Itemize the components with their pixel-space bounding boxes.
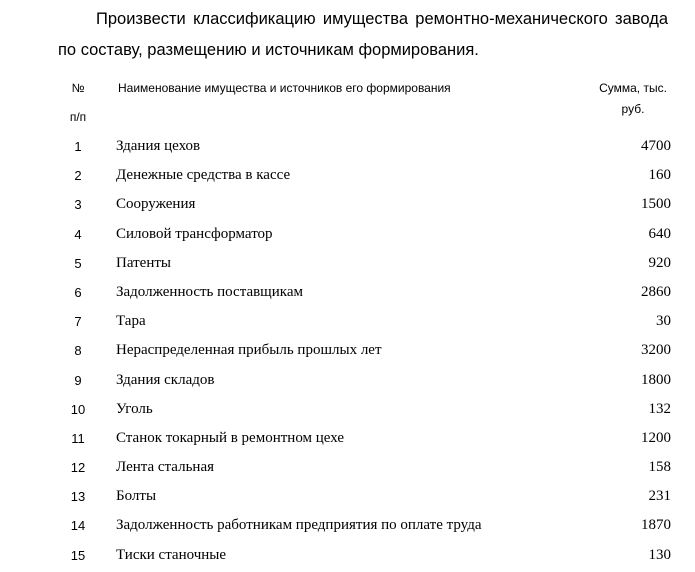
row-number: 11 xyxy=(71,430,85,446)
row-name: Сооружения xyxy=(116,196,196,213)
header-number xyxy=(60,78,96,128)
table-row xyxy=(0,368,695,397)
row-sum: 2860 xyxy=(641,283,671,300)
table-row xyxy=(0,484,695,513)
row-sum: 1870 xyxy=(641,517,671,534)
header-sum-line1: Сумма, тыс. xyxy=(599,81,667,95)
row-name: Патенты xyxy=(116,254,171,271)
property-table xyxy=(0,134,695,572)
row-sum: 158 xyxy=(648,459,671,476)
row-name: Задолженность работникам предприятия по оплате труда xyxy=(116,517,482,534)
row-number: 12 xyxy=(70,460,86,476)
row-name: Станок токарный в ремонтном цехе xyxy=(116,429,345,446)
row-sum: 640 xyxy=(648,225,671,242)
header-sum xyxy=(585,78,681,120)
row-sum: 4700 xyxy=(641,138,671,154)
row-name: Денежные средства в кассе xyxy=(116,167,291,184)
row-number: 1 xyxy=(74,139,82,154)
table-row xyxy=(0,222,695,251)
row-name: Нераспределенная прибыль прошлых лет xyxy=(116,342,382,359)
row-name: Тиски станочные xyxy=(116,546,227,563)
row-sum: 1500 xyxy=(641,196,671,213)
table-row xyxy=(0,543,695,572)
table-row xyxy=(0,397,695,426)
table-row xyxy=(0,513,695,542)
row-sum: 920 xyxy=(648,254,671,271)
header-sum-line2: руб. xyxy=(621,102,645,116)
row-name: Задолженность поставщикам xyxy=(116,283,303,300)
header-number-line2: п/п xyxy=(69,110,87,124)
table-row xyxy=(0,338,695,367)
table-row xyxy=(0,426,695,455)
row-number: 15 xyxy=(70,547,86,563)
table-row xyxy=(0,455,695,484)
row-sum: 30 xyxy=(656,313,671,330)
row-number: 4 xyxy=(74,226,82,242)
table-row xyxy=(0,192,695,221)
row-number: 5 xyxy=(74,255,82,271)
row-number: 3 xyxy=(74,197,82,213)
row-name: Болты xyxy=(116,488,157,505)
row-number: 7 xyxy=(74,314,82,330)
row-number: 13 xyxy=(70,489,86,505)
row-sum: 160 xyxy=(648,167,671,184)
row-name: Лента стальная xyxy=(116,459,214,476)
row-name: Силовой трансформатор xyxy=(116,225,273,242)
header-name: Наименование имущества и источников его формирования xyxy=(118,81,451,95)
row-number: 14 xyxy=(70,518,86,534)
header-number-line1: № xyxy=(71,81,85,95)
row-number: 9 xyxy=(74,372,82,388)
row-sum: 1200 xyxy=(641,429,671,446)
table-row xyxy=(0,163,695,192)
table-row xyxy=(0,309,695,338)
task-statement: Произвести классификацию имущества ремонтно-механического завода по составу, размещению и источникам формирования. xyxy=(58,10,668,59)
row-sum: 130 xyxy=(648,546,671,563)
row-name: Тара xyxy=(116,313,146,330)
row-name: Здания складов xyxy=(116,371,215,388)
row-name: Уголь xyxy=(116,400,153,417)
row-number: 10 xyxy=(70,401,86,417)
row-sum: 3200 xyxy=(641,342,671,359)
table-row xyxy=(0,280,695,309)
row-sum: 231 xyxy=(648,488,671,505)
row-name: Здания цехов xyxy=(116,138,201,154)
row-number: 8 xyxy=(74,343,82,359)
row-number: 2 xyxy=(74,168,82,184)
row-sum: 132 xyxy=(648,400,671,417)
table-row xyxy=(0,134,695,163)
row-number: 6 xyxy=(74,284,82,300)
table-row xyxy=(0,251,695,280)
row-sum: 1800 xyxy=(641,371,671,388)
